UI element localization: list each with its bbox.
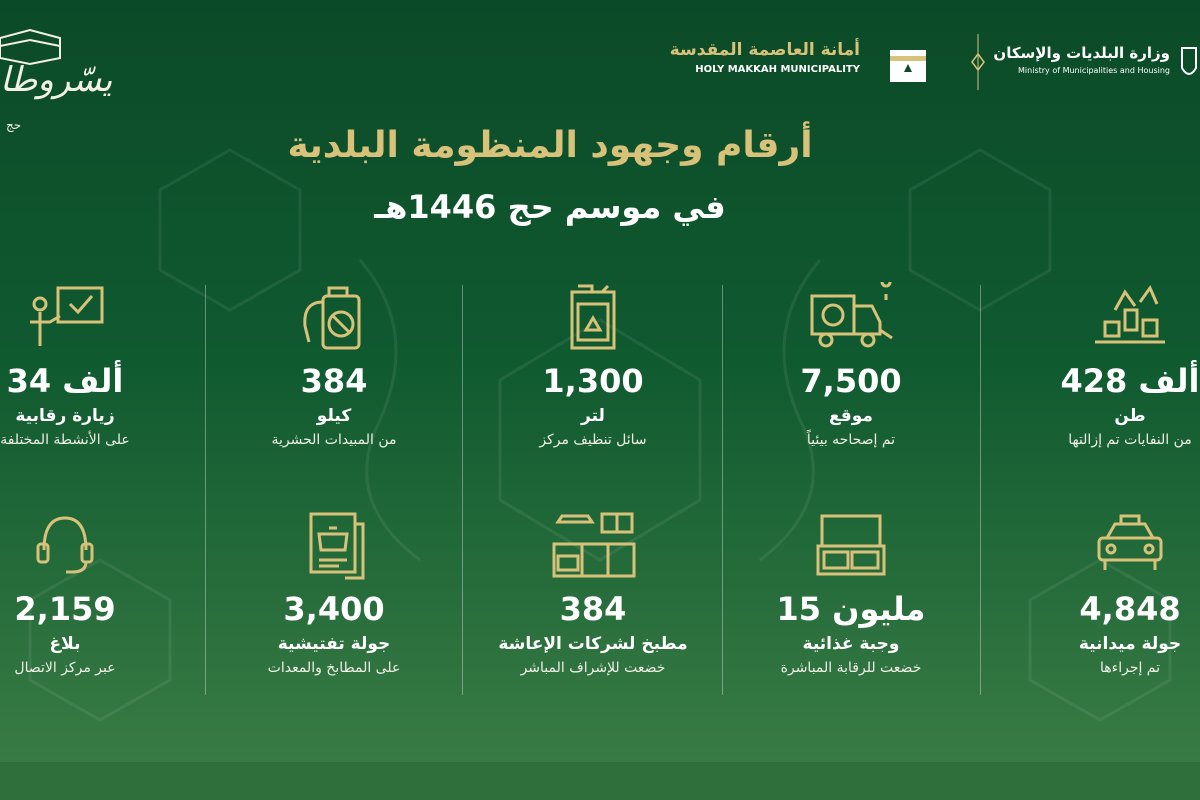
stat-label: زيارة رقابية (15, 406, 115, 426)
page-title: أرقام وجهود المنظومة البلدية (287, 125, 813, 166)
stat-meals (731, 510, 971, 676)
detergent-can-icon (548, 282, 638, 352)
stat-label: لتر (581, 406, 605, 426)
stat-label: موقع (829, 406, 873, 426)
stat-note: خضعت للرقابة المباشرة (780, 660, 922, 676)
sweeper-truck-icon (806, 282, 896, 352)
stat-field-tours (1010, 510, 1200, 676)
meal-box-icon (806, 510, 896, 580)
stat-note: على الأنشطة المختلفة (0, 432, 130, 448)
stat-value: 3,400 (283, 590, 385, 628)
stat-value: 15 مليون (776, 590, 926, 628)
stat-label: كيلو (316, 406, 352, 426)
stat-value: 428 ألف (1060, 362, 1200, 400)
stat-pesticide (214, 282, 454, 448)
stat-value: 384 (559, 590, 627, 628)
stat-value: 1,300 (542, 362, 644, 400)
stat-note: سائل تنظيف مركز (539, 432, 647, 448)
stat-label: وجبة غذائية (802, 634, 900, 654)
brand-name: يسّروطا (0, 60, 113, 100)
stat-value: 34 ألف (6, 362, 124, 400)
stat-note: خضعت للإشراف المباشر (520, 660, 666, 676)
stat-inspections (214, 510, 454, 676)
ministry-logo (993, 44, 1200, 84)
stat-detergent (473, 282, 713, 448)
stat-label: جولة ميدانية (1078, 634, 1182, 654)
bottom-band (0, 762, 1200, 800)
stat-value: 7,500 (800, 362, 902, 400)
kaaba-emblem-icon (886, 42, 930, 86)
brand-sub: حج (6, 118, 22, 132)
stat-sites (731, 282, 971, 448)
cooking-report-icon (289, 510, 379, 580)
ornament-divider-icon (968, 34, 988, 90)
patrol-car-icon (1085, 510, 1175, 580)
stat-note: على المطابخ والمعدات (267, 660, 401, 676)
stat-value: 4,848 (1079, 590, 1181, 628)
page-subtitle: في موسم حج 1446هـ (374, 188, 726, 226)
stat-value: 384 (300, 362, 368, 400)
makkah-name-en: HOLY MAKKAH MUNICIPALITY (695, 64, 860, 75)
stat-label: طن (1114, 406, 1146, 426)
stat-reports (0, 510, 185, 676)
stat-visits (0, 282, 185, 448)
stat-label: بلاغ (49, 634, 81, 654)
ministry-mark-icon (1178, 44, 1200, 84)
makkah-municipality-logo (669, 40, 930, 84)
column-divider (205, 285, 206, 695)
inspector-checklist-icon (20, 282, 110, 352)
stat-kitchens (473, 510, 713, 676)
makkah-name-ar: أمانة العاصمة المقدسة (669, 40, 860, 60)
stat-note: عبر مركز الاتصال (14, 660, 116, 676)
headset-icon (20, 510, 110, 580)
stat-value: 2,159 (14, 590, 116, 628)
waste-pile-icon (1085, 282, 1175, 352)
pesticide-sprayer-icon (289, 282, 379, 352)
stat-waste (1010, 282, 1200, 448)
stat-note: من المبيدات الحشرية (271, 432, 397, 448)
kitchen-icon (548, 510, 638, 580)
stat-note: تم إجراءها (1099, 660, 1161, 676)
ministry-name-en: Ministry of Municipalities and Housing (1018, 66, 1170, 75)
stat-label: جولة تفتيشية (277, 634, 391, 654)
stat-note: تم إصحاحه بيئياً (806, 432, 896, 448)
column-divider (462, 285, 463, 695)
ministry-name-ar: وزارة البلديات والإسكان (993, 44, 1170, 62)
stat-note: من النفايات تم إزالتها (1068, 432, 1192, 448)
column-divider (980, 285, 981, 695)
stat-label: مطبخ لشركات الإعاشة (498, 634, 688, 654)
column-divider (722, 285, 723, 695)
